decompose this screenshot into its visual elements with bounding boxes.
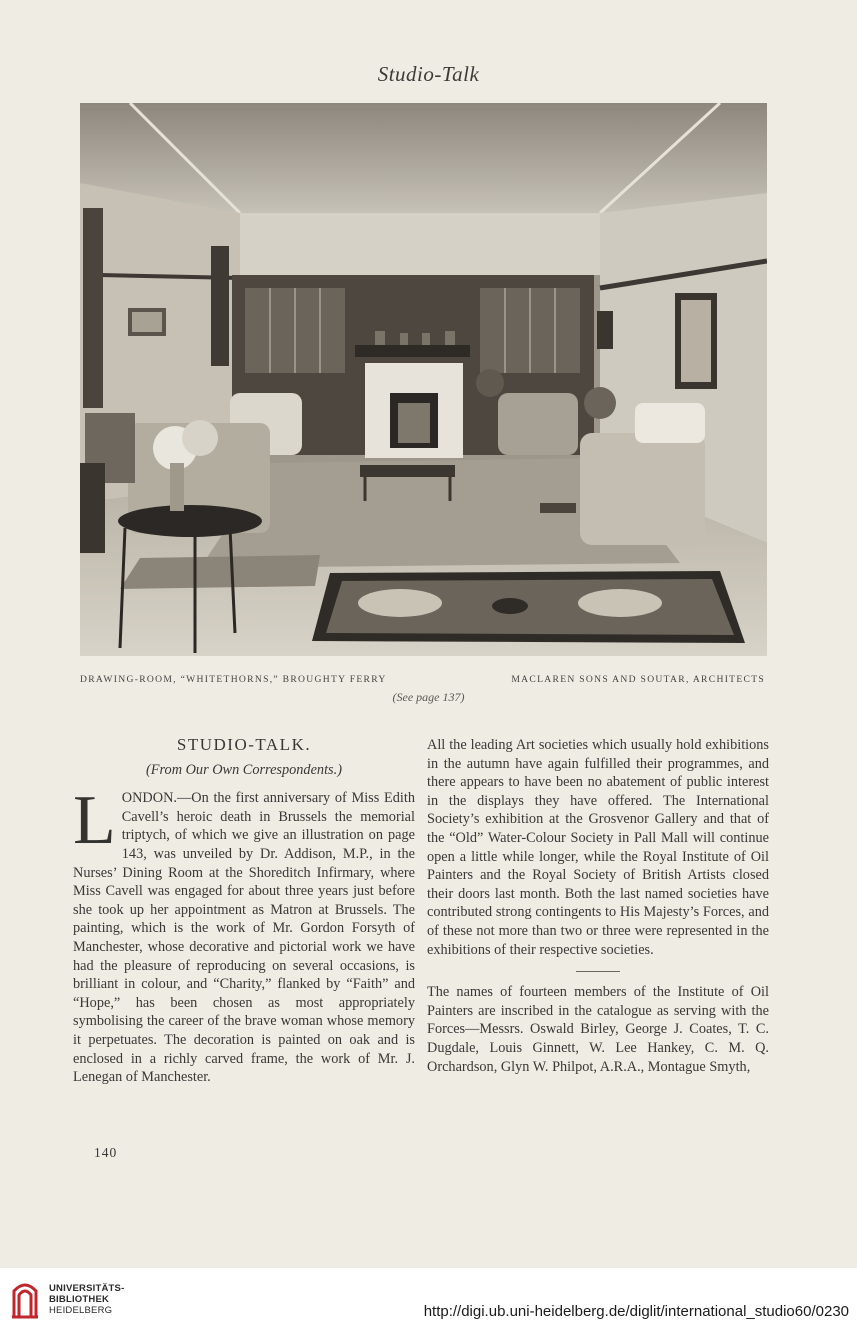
left-column [73, 736, 415, 1087]
institution-line: BIBLIOTHEK [49, 1294, 110, 1305]
plate-page-reference: (See page 137) [392, 690, 465, 704]
running-head: Studio-Talk [377, 62, 480, 86]
drop-cap: L [73, 782, 116, 860]
paragraph-text: ONDON.—On the first anniversary of Miss Edith Cavell’s heroic death in Brussels the memorial triptych, of which we give an illustration on page 143, was unveiled by Dr. Addison, M.P., in the Nurses’ Dining Room at the Shoreditch Infirmary, where Miss Cavell was engaged for about three years just before she took up her appointment as Matron at Brussels. The painting, which is the work of Mr. Gordon Forsyth of Manchester, whose decorative and pictorial work we have had the pleasure of reproducing on several occasions, is brilliant in colour, and “Charity,” flanked by “Faith” and “Hope,” has been chosen as most appropriately symbolising the career of the brave woman whose memory it perpetuates. The decoration is painted on oak and is enclosed in a richly carved frame, the work of Mr. J. Lenegan of Manchester. [73, 790, 415, 1086]
drawing-room-photograph [80, 103, 767, 656]
page-number: 140 [94, 1145, 118, 1160]
section-divider [576, 971, 620, 972]
paragraph: All the leading Art societies which usually hold exhibitions in the autumn have again fulfilled their programmes, and there appears to have been no abatement of public interest in the displays they have offered. The International Society’s exhibition at the Grosvenor Gallery and that of the “Old” Water-Colour Society in Pall Mall will continue open a little while longer, while the Royal Institute of Oil Painters and the Royal Society of British Artists closed their doors last month. Both the last named societies have contributed strong contingents to His Majesty’s Forces, and of these not more than two or three were represented in the exhibitions of their respective societies. [427, 737, 769, 958]
library-logo-icon[interactable] [10, 1277, 40, 1321]
article-title: STUDIO-TALK. [176, 735, 312, 754]
institution-line: UNIVERSITÄTS- [49, 1283, 125, 1294]
institution-name [49, 1283, 124, 1316]
plate-caption-title: DRAWING-ROOM, “WHITETHORNS,” BROUGHTY FERRY [80, 674, 387, 685]
article-subtitle: (From Our Own Correspondents.) [146, 761, 342, 778]
paragraph [73, 782, 415, 1087]
source-url-link[interactable]: http://digi.ub.uni-heidelberg.de/diglit/international_studio60/0230 [423, 1303, 849, 1320]
paragraph: The names of fourteen members of the Institute of Oil Painters are inscribed in the catalogue as serving with the Forces—Messrs. Oswald Birley, George J. Coates, T. C. Dugdale, Louis Ginnett, W. Lee Hankey, C. M. Q. Orchardson, Glyn W. Philpot, A.R.A., Montague Smyth, [427, 984, 769, 1075]
institution-line: HEIDELBERG [49, 1305, 113, 1316]
right-column [427, 736, 769, 1076]
plate-caption-architects: MACLAREN SONS AND SOUTAR, ARCHITECTS [511, 674, 765, 685]
